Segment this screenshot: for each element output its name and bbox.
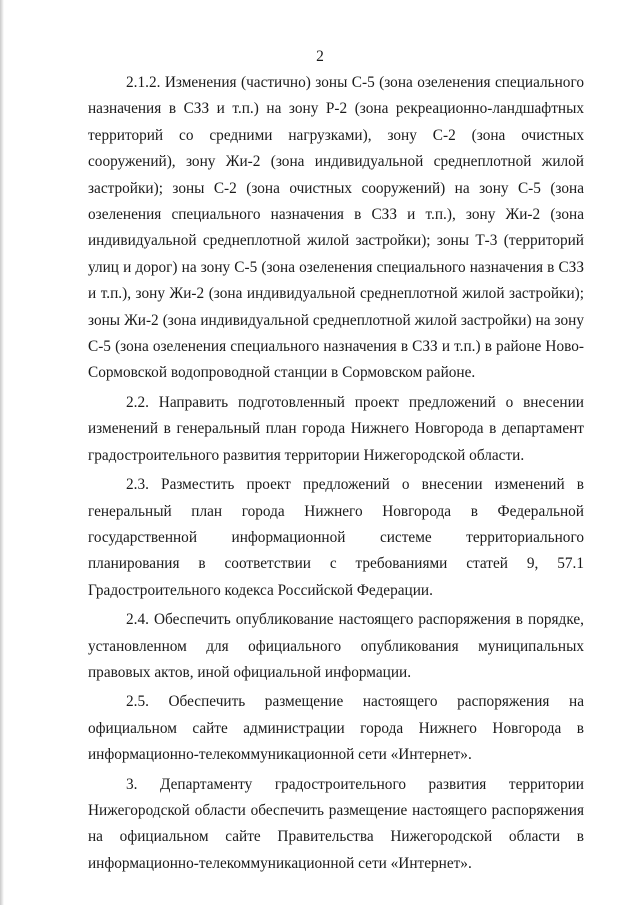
paragraph-2-1-2: 2.1.2. Изменения (частично) зоны С-5 (зона озеленения специального назначения в СЗЗ и т.п.) на зону Р-2 (зона рекреационно-ландшафтных территорий со средними нагрузками), зону С-2 (зона очистных сооружений), зону Жи-2 (зона индивидуальной среднеплотной жилой застройки); зоны С-2 (зона очистных сооружений) на зону С-5 (зона озеленения специального назначения в СЗЗ и т.п.), зону Жи-2 (зона индивидуальной среднеплотной жилой застройки); зоны Т-3 (территорий улиц и дорог) на зону С-5 (зона озеленения специального назначения в СЗЗ и т.п.), зону Жи-2 (зона индивидуальной среднеплотной жилой застройки); зоны Жи-2 (зона индивидуальной среднеплотной жилой застройки) на зону С-5 (зона озеленения специального назначения в СЗЗ и т.п.) в районе Ново-Сормовской водопроводной станции в Сормовском районе. [88, 74, 584, 382]
paragraph-2-5: 2.5. Обеспечить размещение настоящего распоряжения на официальном сайте администрации города Нижнего Новгорода в информационно-телекоммуникационной сети «Интернет». [88, 693, 584, 764]
paragraph-2-3: 2.3. Разместить проект предложений о внесении изменений в генеральный план города Нижнего Новгорода в Федеральной государственной информационной системе территориального планирования в соответствии с требованиями статей 9, 57.1 Градостроительного кодекса Российской Федерации. [88, 476, 584, 599]
scan-edge-shadow [0, 0, 4, 905]
page-number: 2 [316, 48, 324, 65]
paragraph-2-2: 2.2. Направить подготовленный проект предложений о внесении изменений в генеральный план города Нижнего Новгорода в департамент градостроительного развития территории Нижегородской области. [88, 393, 584, 464]
document-body [88, 70, 584, 880]
paragraph-3: 3. Департаменту градостроительного развития территории Нижегородской области обеспечить размещение настоящего распоряжения на официальном сайте Правительства Нижегородской области в информационно-телекоммуникационной сети «Интернет». [88, 775, 584, 872]
paragraph-2-4: 2.4. Обеспечить опубликование настоящего распоряжения в порядке, установленном для официального опубликования муниципальных правовых актов, иной официальной информации. [88, 611, 584, 681]
